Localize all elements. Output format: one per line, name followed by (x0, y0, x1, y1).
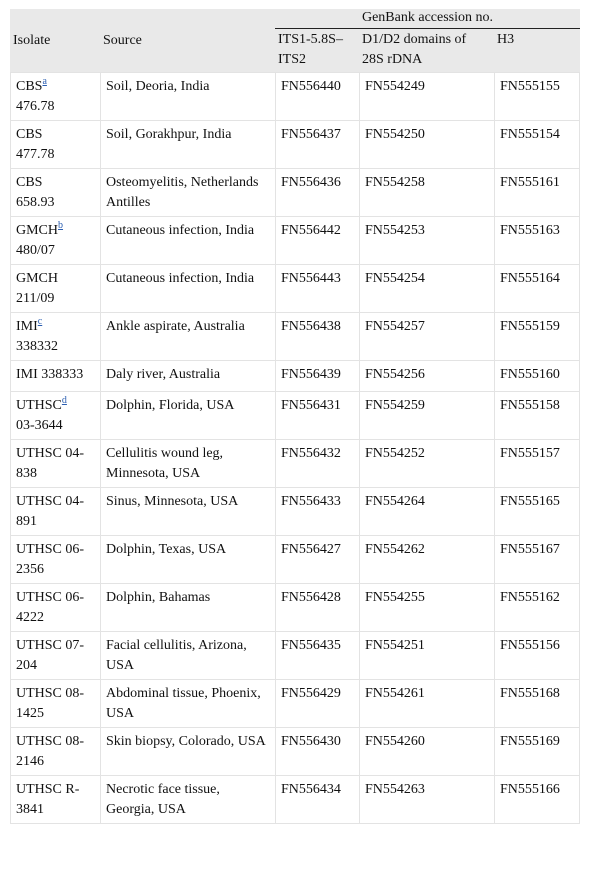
cell-source: Skin biopsy, Colorado, USA (100, 727, 275, 775)
isolate-number: 891 (16, 514, 37, 529)
accession-table-container (10, 9, 580, 824)
table-row (10, 312, 580, 360)
isolate-number: 03-3644 (16, 418, 63, 433)
column-header-h3: H3 (494, 29, 580, 72)
column-header-d1d2: D1/D2 domains of 28S rDNA (359, 29, 494, 72)
cell-h3-accession: FN555154 (494, 120, 580, 168)
cell-h3-accession: FN555167 (494, 535, 580, 583)
table-row (10, 360, 580, 391)
isolate-name: IMI 338333 (16, 367, 84, 382)
cell-isolate (10, 487, 100, 535)
cell-d1d2-accession: FN554260 (359, 727, 494, 775)
cell-d1d2-accession: FN554258 (359, 168, 494, 216)
cell-isolate (10, 535, 100, 583)
table-row (10, 72, 580, 120)
cell-its-accession: FN556437 (275, 120, 359, 168)
cell-d1d2-accession: FN554264 (359, 487, 494, 535)
footnote-link[interactable]: b (58, 220, 64, 232)
cell-h3-accession: FN555165 (494, 487, 580, 535)
isolate-number: 658.93 (16, 195, 55, 210)
isolate-name: UTHSC 08- (16, 686, 85, 701)
cell-h3-accession: FN555155 (494, 72, 580, 120)
cell-its-accession: FN556438 (275, 312, 359, 360)
cell-d1d2-accession: FN554256 (359, 360, 494, 391)
isolate-number: 4222 (16, 610, 44, 625)
footnote-link[interactable]: a (42, 76, 47, 88)
cell-d1d2-accession: FN554262 (359, 535, 494, 583)
cell-its-accession: FN556434 (275, 775, 359, 824)
cell-source: Sinus, Minnesota, USA (100, 487, 275, 535)
cell-source: Ankle aspirate, Australia (100, 312, 275, 360)
cell-h3-accession: FN555159 (494, 312, 580, 360)
table-row (10, 216, 580, 264)
cell-d1d2-accession: FN554249 (359, 72, 494, 120)
isolate-number: 476.78 (16, 99, 55, 114)
cell-h3-accession: FN555157 (494, 439, 580, 487)
cell-d1d2-accession: FN554251 (359, 631, 494, 679)
cell-h3-accession: FN555162 (494, 583, 580, 631)
cell-source: Facial cellulitis, Arizona, USA (100, 631, 275, 679)
cell-its-accession: FN556435 (275, 631, 359, 679)
column-header-source: Source (100, 9, 275, 72)
table-row (10, 679, 580, 727)
cell-d1d2-accession: FN554263 (359, 775, 494, 824)
cell-isolate (10, 391, 100, 439)
cell-its-accession: FN556433 (275, 487, 359, 535)
footnote-link[interactable]: c (37, 316, 43, 328)
cell-its-accession: FN556432 (275, 439, 359, 487)
column-header-isolate: Isolate (10, 9, 100, 72)
cell-h3-accession: FN555158 (494, 391, 580, 439)
cell-d1d2-accession: FN554261 (359, 679, 494, 727)
isolate-number: 2356 (16, 562, 44, 577)
cell-h3-accession: FN555166 (494, 775, 580, 824)
isolate-name: UTHSC 08- (16, 734, 85, 749)
cell-isolate (10, 72, 100, 120)
table-row (10, 775, 580, 824)
isolate-number: 1425 (16, 706, 44, 721)
cell-its-accession: FN556439 (275, 360, 359, 391)
isolate-number: 204 (16, 658, 37, 673)
cell-h3-accession: FN555161 (494, 168, 580, 216)
table-row (10, 168, 580, 216)
cell-its-accession: FN556440 (275, 72, 359, 120)
cell-its-accession: FN556443 (275, 264, 359, 312)
cell-h3-accession: FN555160 (494, 360, 580, 391)
isolate-number: 2146 (16, 754, 44, 769)
table-row (10, 583, 580, 631)
cell-h3-accession: FN555164 (494, 264, 580, 312)
cell-d1d2-accession: FN554254 (359, 264, 494, 312)
cell-isolate (10, 360, 100, 391)
cell-source: Abdominal tissue, Phoenix, USA (100, 679, 275, 727)
cell-source: Daly river, Australia (100, 360, 275, 391)
cell-isolate (10, 312, 100, 360)
isolate-name: UTHSC R- (16, 782, 80, 797)
cell-source: Soil, Gorakhpur, India (100, 120, 275, 168)
cell-source: Cellulitis wound leg, Minnesota, USA (100, 439, 275, 487)
cell-isolate (10, 727, 100, 775)
cell-isolate (10, 439, 100, 487)
isolate-number: 338332 (16, 339, 58, 354)
isolate-name: UTHSC (16, 398, 62, 413)
cell-its-accession: FN556430 (275, 727, 359, 775)
isolate-name: IMI (16, 319, 38, 334)
cell-isolate (10, 679, 100, 727)
isolate-number: 477.78 (16, 147, 55, 162)
cell-isolate (10, 216, 100, 264)
cell-its-accession: FN556428 (275, 583, 359, 631)
isolate-name: GMCH (16, 223, 59, 238)
cell-source: Necrotic face tissue, Georgia, USA (100, 775, 275, 824)
isolate-name: CBS (16, 79, 43, 94)
cell-h3-accession: FN555163 (494, 216, 580, 264)
cell-its-accession: FN556442 (275, 216, 359, 264)
table-row (10, 264, 580, 312)
isolate-name: UTHSC 04- (16, 494, 85, 509)
table-row (10, 535, 580, 583)
accession-table (10, 9, 580, 824)
table-row (10, 727, 580, 775)
cell-source: Osteomyelitis, Netherlands Antilles (100, 168, 275, 216)
cell-source: Dolphin, Texas, USA (100, 535, 275, 583)
table-body (10, 72, 580, 824)
table-row (10, 631, 580, 679)
isolate-name: UTHSC 06- (16, 590, 85, 605)
cell-isolate (10, 775, 100, 824)
cell-h3-accession: FN555169 (494, 727, 580, 775)
cell-d1d2-accession: FN554259 (359, 391, 494, 439)
footnote-link[interactable]: d (61, 395, 67, 407)
cell-isolate (10, 168, 100, 216)
cell-isolate (10, 583, 100, 631)
cell-d1d2-accession: FN554255 (359, 583, 494, 631)
table-row (10, 439, 580, 487)
isolate-name: UTHSC 07- (16, 638, 85, 653)
isolate-number: 3841 (16, 802, 44, 817)
isolate-number: 838 (16, 466, 37, 481)
cell-isolate (10, 264, 100, 312)
table-row (10, 120, 580, 168)
cell-source: Cutaneous infection, India (100, 216, 275, 264)
cell-its-accession: FN556431 (275, 391, 359, 439)
cell-source: Dolphin, Bahamas (100, 583, 275, 631)
isolate-name: CBS (16, 127, 43, 142)
column-group-genbank: GenBank accession no. (275, 9, 580, 29)
cell-source: Cutaneous infection, India (100, 264, 275, 312)
table-row (10, 487, 580, 535)
table-header (10, 9, 580, 72)
isolate-number: 480/07 (16, 243, 55, 258)
cell-h3-accession: FN555156 (494, 631, 580, 679)
isolate-name: UTHSC 06- (16, 542, 85, 557)
cell-its-accession: FN556427 (275, 535, 359, 583)
cell-source: Soil, Deoria, India (100, 72, 275, 120)
cell-isolate (10, 120, 100, 168)
table-row (10, 391, 580, 439)
isolate-number: 211/09 (16, 291, 55, 306)
cell-source: Dolphin, Florida, USA (100, 391, 275, 439)
cell-its-accession: FN556436 (275, 168, 359, 216)
cell-d1d2-accession: FN554250 (359, 120, 494, 168)
cell-isolate (10, 631, 100, 679)
column-header-its: ITS1-5.8S–ITS2 (275, 29, 359, 72)
cell-d1d2-accession: FN554252 (359, 439, 494, 487)
cell-d1d2-accession: FN554253 (359, 216, 494, 264)
isolate-name: GMCH (16, 271, 59, 286)
cell-h3-accession: FN555168 (494, 679, 580, 727)
isolate-name: CBS (16, 175, 43, 190)
isolate-name: UTHSC 04- (16, 446, 85, 461)
cell-d1d2-accession: FN554257 (359, 312, 494, 360)
cell-its-accession: FN556429 (275, 679, 359, 727)
